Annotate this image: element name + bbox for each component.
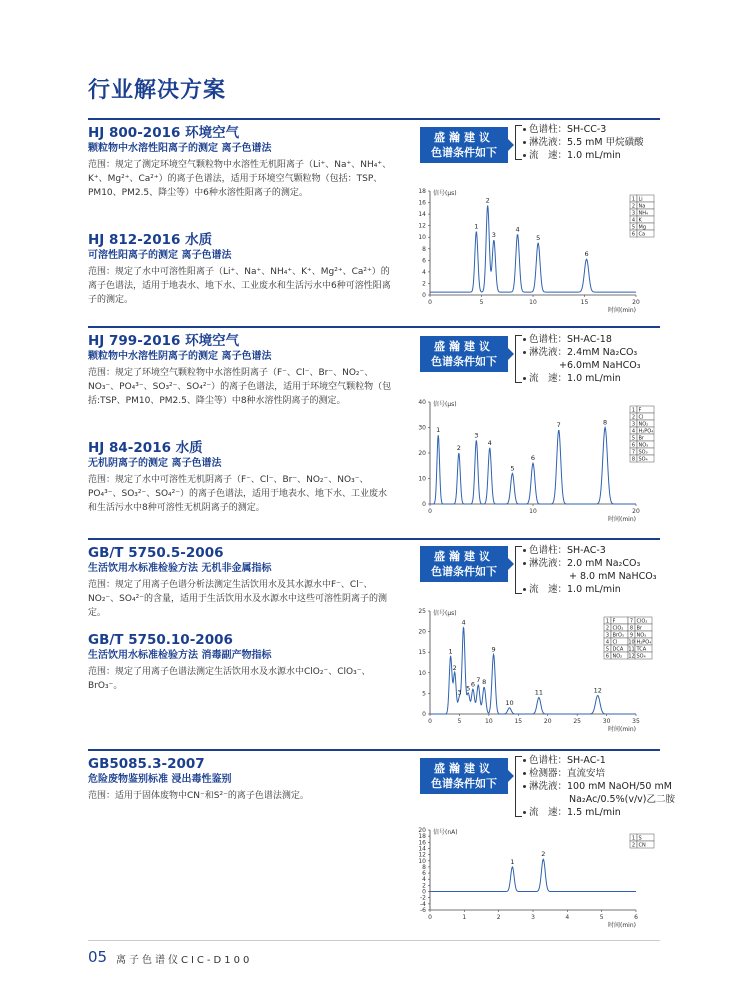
- chromatogram-1: [404, 183, 664, 318]
- legend-number: 8: [629, 625, 634, 632]
- peak-label: 6: [584, 250, 589, 259]
- standard-hj812: [88, 232, 393, 307]
- peak-label: 8: [603, 418, 608, 427]
- x-tick-label: 10: [529, 508, 537, 515]
- peak-label: 1: [448, 647, 453, 656]
- peak-label: 2: [452, 663, 457, 672]
- standard-gbt5750-5: [88, 545, 393, 620]
- y-axis-label: 信号(μs): [433, 610, 457, 617]
- standard-scope: 范围：规定了用离子色谱法测定生活饮用水及水源水中ClO₂⁻、ClO₃⁻、BrO₃⁻。: [88, 667, 371, 691]
- badge-line2: 色谱条件如下: [431, 565, 497, 578]
- legend-ion: SO₃: [638, 449, 648, 456]
- chromatogram-4: [404, 824, 664, 929]
- standard-gb5085: [88, 756, 393, 803]
- legend-number: 8: [631, 456, 636, 463]
- legend-number: 1: [631, 407, 636, 414]
- peak-label: 5: [466, 684, 471, 693]
- x-tick-label: 10: [485, 718, 493, 725]
- peak-label: 6: [470, 680, 476, 689]
- y-tick-label: 8: [422, 245, 426, 253]
- y-tick-label: 4: [422, 876, 426, 884]
- x-tick-label: 3: [531, 914, 535, 921]
- peak-label: 4: [461, 618, 466, 627]
- x-tick-label: 6: [634, 914, 638, 921]
- legend-ion: NO₂: [638, 421, 649, 428]
- y-tick-label: 10: [418, 234, 426, 242]
- standard-scope: 范围：适用于固体废物中CN⁻和S²⁻的离子色谱法测定。: [88, 791, 309, 801]
- legend-number: 2: [631, 842, 636, 849]
- legend-number: 4: [631, 428, 636, 435]
- y-axis-label: 信号(nA): [433, 829, 458, 836]
- chromatogram-trace: [430, 205, 636, 292]
- x-tick-label: 20: [632, 299, 640, 306]
- legend-number: 3: [605, 632, 610, 639]
- y-tick-label: -4: [420, 900, 426, 908]
- y-tick-label: 5: [422, 690, 426, 698]
- y-tick-label: 20: [418, 628, 426, 636]
- condition-eluent: 淋洗液：5.5 mM 甲烷磺酸: [515, 136, 715, 149]
- condition-detector: 检测器：直流安培: [515, 767, 715, 780]
- peak-label: 8: [482, 678, 487, 687]
- legend-number: 5: [605, 646, 610, 653]
- y-tick-label: 14: [418, 845, 426, 853]
- badge-line2: 色谱条件如下: [431, 355, 497, 368]
- legend-number: 12: [628, 653, 635, 660]
- recommend-badge: [420, 758, 508, 794]
- x-tick-label: 0: [428, 508, 432, 515]
- condition-eluent-cont: +6.0mM NaHCO₃: [559, 360, 641, 371]
- legend-ion: ClO₂: [612, 625, 624, 632]
- chromatogram-trace: [430, 859, 636, 891]
- standard-scope: 范围：规定了用离子色谱分析法测定生活饮用水及其水源水中F⁻、Cl⁻、NO₂⁻、SO₄²⁻的含量，适用于生活饮用水及水源水中这些可溶性阴离子的测定。: [88, 580, 387, 618]
- x-tick-label: 35: [632, 718, 640, 725]
- y-tick-label: 18: [418, 188, 426, 195]
- peak-label: 3: [491, 231, 496, 240]
- legend-ion: NO₂: [612, 653, 623, 660]
- section-divider: [88, 118, 660, 120]
- standard-code: HJ 812-2016 水质: [88, 232, 213, 248]
- y-tick-label: 6: [422, 257, 426, 265]
- legend-number: 3: [631, 421, 636, 428]
- legend-number: 6: [631, 231, 636, 238]
- y-tick-label: 10: [418, 475, 426, 483]
- badge-line2: 色谱条件如下: [431, 777, 497, 790]
- legend-ion: CN: [638, 842, 646, 849]
- x-tick-label: 15: [514, 718, 523, 725]
- x-tick-label: 4: [565, 914, 570, 921]
- y-tick-label: 2: [422, 280, 426, 288]
- standard-code: HJ 799-2016 环境空气: [88, 333, 240, 349]
- peak-label: 4: [515, 225, 520, 234]
- section-divider: [88, 749, 660, 751]
- y-tick-label: 10: [418, 669, 426, 677]
- x-tick-label: 1: [462, 914, 467, 921]
- standard-code: GB/T 5750.5-2006: [88, 545, 224, 561]
- page-number: 05: [88, 948, 108, 966]
- x-tick-label: 10: [529, 299, 537, 306]
- standard-scope: 范围：规定了水中可溶性无机阴离子（F⁻、Cl⁻、Br⁻、NO₂⁻、NO₃⁻、PO₄³⁻、SO₃²⁻、SO₄²⁻）的离子色谱法，适用于地表水、地下水、工业废水和生活污水中8种可溶性无机阴离子的测定。: [88, 475, 388, 513]
- peak-label: 2: [456, 444, 461, 452]
- peak-label: 6: [530, 454, 536, 463]
- recommend-badge: [420, 546, 508, 582]
- standard-hj800: [88, 125, 393, 200]
- legend-number: 6: [631, 442, 636, 449]
- peak-label: 2: [541, 850, 546, 859]
- legend-number: 1: [631, 196, 636, 203]
- x-tick-label: 5: [599, 914, 604, 921]
- x-tick-label: 2: [496, 914, 501, 921]
- badge-line1: 盛瀚建议: [434, 762, 494, 775]
- y-tick-label: 12: [418, 222, 426, 230]
- y-tick-label: 40: [418, 399, 426, 406]
- y-tick-label: 18: [418, 833, 426, 841]
- x-tick-label: 30: [602, 718, 611, 725]
- x-axis-label: 时间(min): [608, 307, 636, 314]
- legend-ion: ClO₂: [636, 618, 648, 625]
- standard-subtitle: 颗粒物中水溶性阴离子的测定 离子色谱法: [88, 351, 272, 362]
- x-axis-label: 时间(min): [608, 922, 636, 929]
- legend-ion: Cl: [638, 414, 644, 421]
- legend-ion: DCA: [612, 646, 624, 653]
- peak-label: 12: [593, 686, 602, 695]
- conditions-list: [515, 754, 715, 819]
- x-axis-label: 时间(min): [608, 726, 636, 733]
- legend-ion: NO₃: [638, 442, 649, 449]
- y-axis-label: 信号(μs): [433, 401, 457, 408]
- peak-label: 7: [476, 676, 481, 685]
- legend-ion: F: [612, 618, 616, 625]
- legend-number: 2: [605, 625, 610, 632]
- condition-flow: 流 速：1.0 mL/min: [515, 149, 715, 162]
- standard-code: GB/T 5750.10-2006: [88, 632, 233, 648]
- peak-label: 5: [536, 234, 541, 242]
- legend-ion: TCA: [636, 646, 647, 653]
- standard-code: GB5085.3-2007: [88, 756, 205, 772]
- peak-label: 2: [485, 196, 490, 205]
- x-tick-label: 0: [428, 914, 432, 921]
- y-tick-label: 0: [422, 292, 426, 299]
- y-tick-label: 8: [422, 863, 426, 871]
- conditions-list: [515, 123, 715, 162]
- x-tick-label: 0: [428, 718, 432, 725]
- condition-eluent: 淋洗液：2.0 mM Na₂CO₃: [515, 557, 715, 570]
- y-tick-label: -6: [420, 907, 426, 914]
- x-tick-label: 15: [580, 299, 589, 306]
- legend-ion: H₂PO₄: [638, 428, 654, 435]
- y-tick-label: 10: [418, 857, 426, 865]
- legend-number: 7: [631, 449, 636, 456]
- footer-title: 离子色谱仪CIC-D100: [116, 955, 253, 966]
- x-tick-label: 5: [479, 299, 484, 306]
- y-tick-label: 15: [418, 649, 426, 657]
- y-tick-label: 14: [418, 211, 426, 219]
- legend-table: [630, 834, 654, 848]
- y-tick-label: 6: [422, 870, 426, 878]
- badge-line1: 盛瀚建议: [434, 550, 494, 563]
- legend-number: 1: [605, 618, 610, 625]
- legend-ion: Ca: [638, 231, 646, 238]
- peak-label: 3: [457, 688, 462, 697]
- y-tick-label: 2: [422, 882, 426, 890]
- peak-label: 11: [534, 688, 544, 697]
- standard-subtitle: 可溶性阳离子的测定 离子色谱法: [88, 250, 232, 261]
- chromatogram-trace: [430, 428, 636, 505]
- legend-table: [604, 617, 652, 659]
- condition-eluent-cont: Na₂Ac/0.5%(v/v)乙二胺: [569, 794, 675, 805]
- legend-ion: Na: [638, 203, 646, 210]
- condition-flow: 流 速：1.5 mL/min: [515, 806, 715, 819]
- legend-ion: Mg: [638, 224, 646, 231]
- legend-number: 6: [605, 653, 610, 660]
- legend-ion: Br: [638, 435, 644, 442]
- standard-gbt5750-10: [88, 632, 393, 693]
- badge-line1: 盛瀚建议: [434, 340, 494, 353]
- legend-ion: Br: [636, 625, 642, 632]
- conditions-list: [515, 333, 715, 385]
- peak-label: 9: [491, 645, 496, 654]
- legend-ion: NO₃: [636, 632, 647, 639]
- y-tick-label: 30: [418, 424, 426, 432]
- standard-subtitle: 生活饮用水标准检验方法 消毒副产物指标: [88, 650, 272, 661]
- legend-table: [630, 406, 654, 462]
- condition-column: 色谱柱：SH-AC-18: [515, 333, 715, 346]
- standard-subtitle: 生活饮用水标准检验方法 无机非金属指标: [88, 563, 272, 574]
- conditions-list: [515, 544, 715, 596]
- y-tick-label: 12: [418, 851, 426, 859]
- x-axis-label: 时间(min): [608, 516, 636, 523]
- legend-number: 2: [631, 203, 636, 210]
- badge-line2: 色谱条件如下: [431, 146, 497, 159]
- legend-ion: F: [638, 407, 642, 414]
- standard-subtitle: 颗粒物中水溶性阳离子的测定 离子色谱法: [88, 143, 272, 154]
- peak-label: 1: [510, 857, 515, 866]
- standard-scope: 范围：规定了测定环境空气颗粒物中水溶性无机阳离子（Li⁺、Na⁺、NH₄⁺、K⁺、Mg²⁺、Ca²⁺）的离子色谱法，适用于环境空气颗粒物（包括：TSP、PM10、PM2.5、降尘等）中6种水溶性阳离子的测定。: [88, 160, 392, 198]
- condition-eluent: 淋洗液：100 mM NaOH/50 mM: [515, 780, 715, 793]
- condition-flow: 流 速：1.0 mL/min: [515, 583, 715, 596]
- standard-scope: 范围：规定了水中可溶性阳离子（Li⁺、Na⁺、NH₄⁺、K⁺、Mg²⁺、Ca²⁺）的离子色谱法，适用于地表水、地下水、工业废水和生活污水中6种可溶性阳离子的测定。: [88, 267, 391, 305]
- standard-hj84: [88, 440, 393, 515]
- legend-ion: S: [638, 835, 642, 842]
- legend-number: 11: [628, 646, 635, 653]
- legend-ion: K: [638, 217, 642, 224]
- x-tick-label: 20: [632, 508, 640, 515]
- legend-ion: BrO₃: [612, 632, 624, 639]
- y-tick-label: -2: [420, 894, 426, 902]
- legend-ion: SO₄: [638, 456, 648, 463]
- section-divider: [88, 538, 660, 540]
- legend-table: [630, 195, 654, 237]
- section-divider: [88, 326, 660, 328]
- legend-number: 3: [631, 210, 636, 217]
- footer-divider: [88, 940, 660, 941]
- legend-number: 7: [629, 618, 634, 625]
- recommend-badge: [420, 336, 508, 372]
- legend-number: 1: [631, 835, 636, 842]
- recommend-badge: [420, 127, 508, 163]
- peak-label: 7: [556, 421, 561, 430]
- y-tick-label: 25: [418, 608, 426, 615]
- legend-ion: Cl: [612, 639, 618, 646]
- standard-subtitle: 危险废物鉴别标准 浸出毒性鉴别: [88, 774, 232, 785]
- x-tick-label: 25: [573, 718, 581, 725]
- condition-flow: 流 速：1.0 mL/min: [515, 372, 715, 385]
- peak-label: 1: [436, 426, 441, 435]
- legend-number: 9: [629, 632, 634, 639]
- standard-code: HJ 800-2016 环境空气: [88, 125, 240, 141]
- page-title: 行业解决方案: [88, 78, 227, 103]
- legend-number: 5: [631, 435, 636, 442]
- condition-eluent: 淋洗液：2.4mM Na₂CO₃: [515, 346, 715, 359]
- y-tick-label: 0: [422, 888, 426, 896]
- legend-number: 4: [631, 217, 636, 224]
- standard-subtitle: 无机阴离子的测定 离子色谱法: [88, 458, 222, 469]
- condition-column: 色谱柱：SH-CC-3: [515, 123, 715, 136]
- badge-line1: 盛瀚建议: [434, 131, 494, 144]
- legend-number: 4: [605, 639, 610, 646]
- legend-number: 2: [631, 414, 636, 421]
- condition-column: 色谱柱：SH-AC-3: [515, 544, 715, 557]
- x-tick-label: 0: [428, 299, 432, 306]
- legend-ion: H₂PO₄: [636, 639, 652, 646]
- standard-hj799: [88, 333, 393, 408]
- standard-scope: 范围：规定了环境空气颗粒物中水溶性阴离子（F⁻、Cl⁻、Br⁻、NO₂⁻、NO₃⁻、PO₄³⁻、SO₃²⁻、SO₄²⁻）的离子色谱法，适用于环境空气颗粒物（包括:TSP、PM10、PM2.5、降尘等）中8种水溶性阴离子的测定。: [88, 368, 392, 406]
- y-tick-label: 16: [418, 839, 426, 847]
- x-tick-label: 20: [543, 718, 552, 725]
- y-axis-label: 信号(μs): [433, 190, 457, 197]
- y-tick-label: 20: [418, 827, 426, 834]
- chromatogram-2: [404, 394, 664, 523]
- y-tick-label: 0: [422, 501, 426, 508]
- peak-label: 1: [474, 222, 479, 231]
- y-tick-label: 20: [418, 450, 426, 457]
- standard-code: HJ 84-2016 水质: [88, 440, 203, 456]
- peak-label: 4: [487, 438, 492, 447]
- condition-column: 色谱柱：SH-AC-1: [515, 754, 715, 767]
- y-tick-label: 4: [422, 268, 426, 276]
- y-tick-label: 0: [422, 711, 426, 718]
- peak-label: 10: [505, 698, 514, 707]
- peak-label: 5: [510, 464, 515, 473]
- legend-number: 10: [628, 639, 635, 646]
- legend-ion: NH₄: [638, 210, 649, 217]
- legend-ion: Li: [638, 196, 643, 203]
- condition-eluent-cont: + 8.0 mM NaHCO₃: [569, 571, 657, 582]
- peak-label: 3: [474, 431, 479, 440]
- y-tick-label: 16: [418, 199, 426, 207]
- x-tick-label: 5: [457, 718, 462, 725]
- legend-ion: SO₄: [636, 653, 646, 660]
- legend-number: 5: [631, 224, 636, 231]
- chromatogram-3: [404, 603, 664, 733]
